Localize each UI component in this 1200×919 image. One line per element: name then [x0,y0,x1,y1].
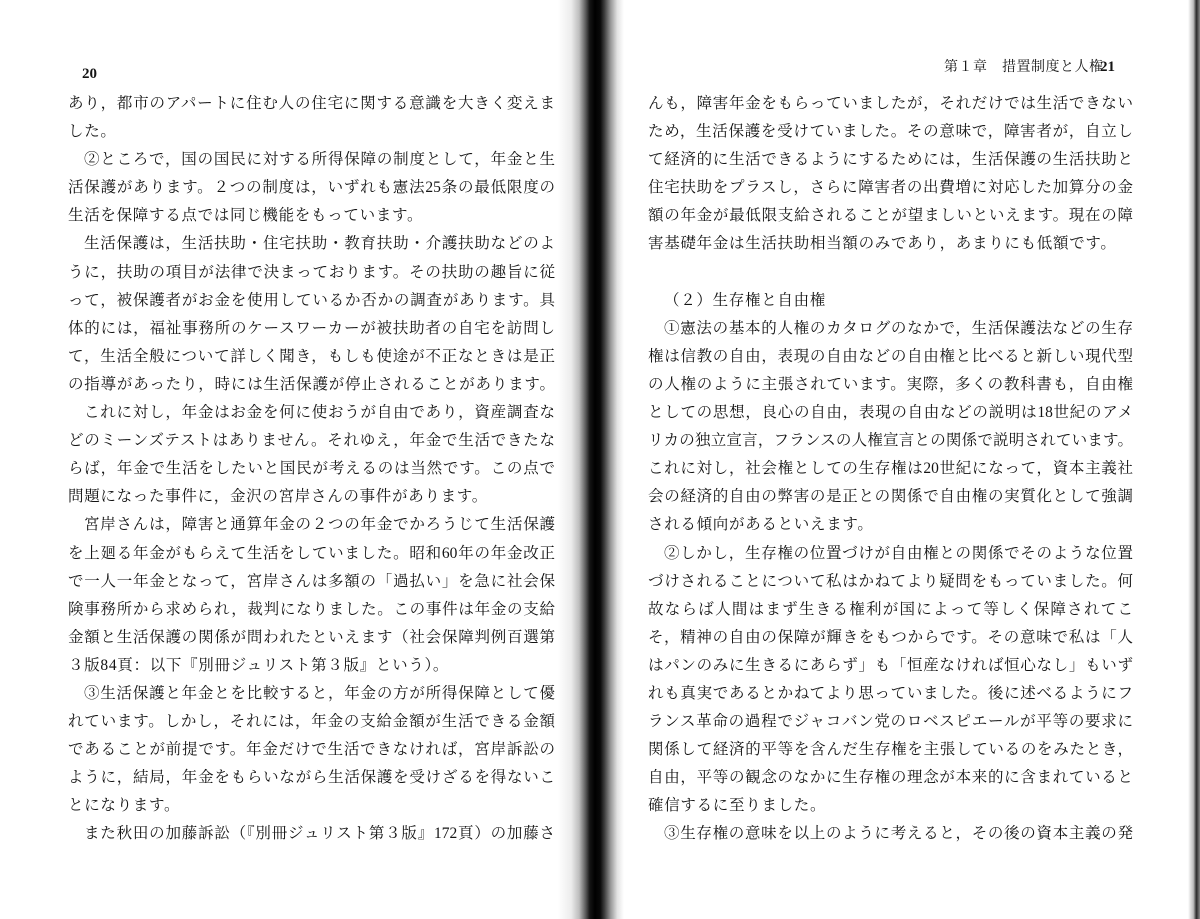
text-line: の人権のように主張されています。実際，多くの教科書も，自由権 [648,375,1133,393]
book-gutter-shadow [558,0,624,919]
text-line: て，生活全般について詳しく聞き，もしも使途が不正なときは是正 [68,347,555,365]
page-edge-shadow [1188,0,1200,919]
text-line: で一人一年金となって，宮岸さんは多額の「過払い」を急に社会保 [68,572,555,590]
text-line: 生活を保障する点では同じ機能をもっています。 [68,207,424,225]
text-line: した。 [68,123,117,141]
text-line: 確信するに至りました。 [648,797,827,815]
text-line: 険事務所から求められ，裁判になりました。この事件は年金の支給 [68,600,555,618]
text-line: どのミーンズテストはありません。それゆえ，年金で生活できたな [68,432,555,450]
text-line: の指導があったり，時には生活保護が停止されることがあります。 [68,375,555,393]
text-line: これに対し，年金はお金を何に使おうが自由であり，資産調査な [84,404,555,422]
text-line: って，被保護者がお金を使用しているか否かの調査があります。具 [68,291,555,309]
text-line: ため，生活保護を受けていました。その意味で，障害者が，自立し [648,123,1133,141]
text-line: また秋田の加藤訴訟（『別冊ジュリスト第３版』172頁）の加藤さ [84,825,555,843]
right-page-body [648,90,1133,849]
text-line: うに，扶助の項目が法律で決まっております。その扶助の趣旨に従 [68,263,555,281]
text-line: んも，障害年金をもらっていましたが，それだけでは生活できない [648,95,1133,112]
text-line: れています。しかし，それには，年金の支給金額が生活できる金額 [68,713,555,731]
text-line: 権は信教の自由，表現の自由などの自由権と比べると新しい現代型 [648,347,1133,365]
text-line: れも真実であるとかねてより思っていました。後に述べるようにフ [648,684,1133,702]
text-line: 体的には，福祉事務所のケースワーカーが被扶助者の自宅を訪問し [68,319,555,337]
text-line: あり，都市のアパートに住む人の住宅に関する意識を大きく変えま [68,95,555,112]
text-line: ①憲法の基本的人権のカタログのなかで，生活保護法などの生存 [664,319,1133,337]
text-line: 自由，平等の観念のなかに生存権の理念が本来的に含まれていると [648,769,1133,787]
text-line: はパンのみに生きるにあらず」も「恒産なければ恒心なし」もいず [648,656,1133,674]
text-line: される傾向があるといえます。 [648,516,874,534]
text-line: 生活保護は，生活扶助・住宅扶助・教育扶助・介護扶助などのよ [84,235,555,253]
text-line: 額の年金が最低限支給されることが望ましいといえます。現在の障 [648,207,1133,225]
section-heading: （２）生存権と自由権 [664,291,827,309]
text-line: づけされることについて私はかねてより疑問をもっていました。何 [648,572,1133,590]
text-line: ③生存権の意味を以上のように考えると，その後の資本主義の発 [664,825,1133,843]
page-number: 20 [82,66,97,82]
text-line: 活保護があります。２つの制度は，いずれも憲法25条の最低限度の [68,179,555,197]
text-line: としての思想，良心の自由，表現の自由などの説明は18世紀のアメ [648,404,1133,422]
text-line: 会の経済的自由の弊害の是正との関係で自由権の実質化として強調 [648,488,1133,506]
running-header: 第１章 措置制度と人権 [944,60,1104,75]
text-line: 住宅扶助をプラスし，さらに障害者の出費増に対応した加算分の金 [648,179,1133,197]
text-line: を上廻る年金がもらえて生活をしていました。昭和60年の年金改正 [68,544,555,562]
text-line: ３版84頁：以下『別冊ジュリスト第３版』という）。 [68,656,450,674]
left-page-body [68,90,555,849]
text-line: ②ところで，国の国民に対する所得保障の制度として，年金と生 [84,151,555,169]
text-line: 関係して経済的平等を含んだ生存権を主張しているのをみたとき， [648,741,1133,759]
text-line: リカの独立宣言，フランスの人権宣言との関係で説明されています。 [648,432,1133,450]
text-line: 宮岸さんは，障害と通算年金の２つの年金でかろうじて生活保護 [84,516,555,534]
text-line: そ，精神の自由の保障が輝きをもつからです。その意味で私は「人 [648,628,1133,646]
text-line: ランス革命の過程でジャコバン党のロベスピエールが平等の要求に [648,713,1133,731]
page-number: 21 [1100,59,1115,75]
text-line: て経済的に生活できるようにするためには，生活保護の生活扶助と [648,151,1133,169]
text-line: とになります。 [68,797,181,815]
blank-line [648,259,1133,287]
text-line: これに対し，社会権としての生存権は20世紀になって，資本主義社 [648,460,1133,478]
text-line: らば，年金で生活をしたいと国民が考えるのは当然です。この点で [68,460,555,478]
text-line: ③生活保護と年金とを比較すると，年金の方が所得保障として優 [84,684,555,702]
text-line: 金額と生活保護の関係が問われたといえます（社会保障判例百選第 [68,628,555,646]
text-line: 故ならば人間はまず生きる権利が国によって等しく保障されてこ [648,600,1133,618]
text-line: ②しかし，生存権の位置づけが自由権との関係でそのような位置 [664,544,1133,562]
text-line: 害基礎年金は生活扶助相当額のみであり，あまりにも低額です。 [648,235,1117,253]
text-line: ように，結局，年金をもらいながら生活保護を受けざるを得ないこ [68,769,555,787]
text-line: であることが前提です。年金だけで生活できなければ，宮岸訴訟の [68,741,555,759]
text-line: 問題になった事件に，金沢の宮岸さんの事件があります。 [68,488,488,506]
